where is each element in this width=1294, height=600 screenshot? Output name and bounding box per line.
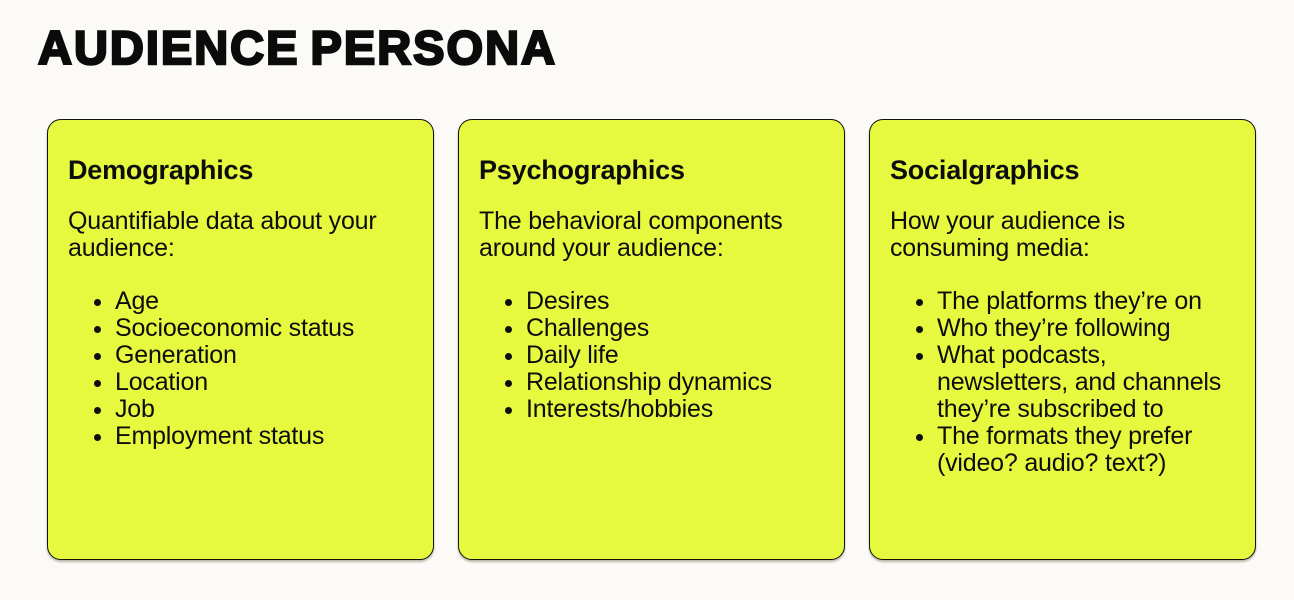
card-bullet-list <box>890 288 1227 477</box>
bullet-item: • The formats they prefer (video? audio? text?) <box>937 423 1227 477</box>
bullet-item: • Who they’re following <box>937 315 1227 342</box>
bullet-item: • Job <box>115 396 405 423</box>
card-socialgraphics <box>869 119 1256 560</box>
card-heading: Socialgraphics <box>890 155 1080 185</box>
card-bullet-list <box>68 288 405 450</box>
card-heading: Psychographics <box>479 155 685 185</box>
card-description: The behavioral components around your audience: <box>479 206 783 262</box>
bullet-item: • Location <box>115 369 405 396</box>
bullet-item: • Daily life <box>526 342 816 369</box>
bullet-item: • Generation <box>115 342 405 369</box>
bullet-item: • Challenges <box>526 315 816 342</box>
bullet-item: • Interests/hobbies <box>526 396 816 423</box>
cards-row <box>47 119 1256 560</box>
bullet-item: • Employment status <box>115 423 405 450</box>
bullet-item: • What podcasts, newsletters, and channels they’re subscribed to <box>937 342 1227 423</box>
card-heading: Demographics <box>68 155 254 185</box>
card-demographics <box>47 119 434 560</box>
bullet-item: • Desires <box>526 288 816 315</box>
bullet-item: • Age <box>115 288 405 315</box>
card-description: How your audience is consuming media: <box>890 206 1126 262</box>
page-title: AUDIENCE PERSONA <box>38 21 557 74</box>
card-description: Quantifiable data about your audience: <box>68 206 377 262</box>
card-bullet-list <box>479 288 816 423</box>
card-psychographics <box>458 119 845 560</box>
bullet-item: • The platforms they’re on <box>937 288 1227 315</box>
bullet-item: • Socioeconomic status <box>115 315 405 342</box>
bullet-item: • Relationship dynamics <box>526 369 816 396</box>
